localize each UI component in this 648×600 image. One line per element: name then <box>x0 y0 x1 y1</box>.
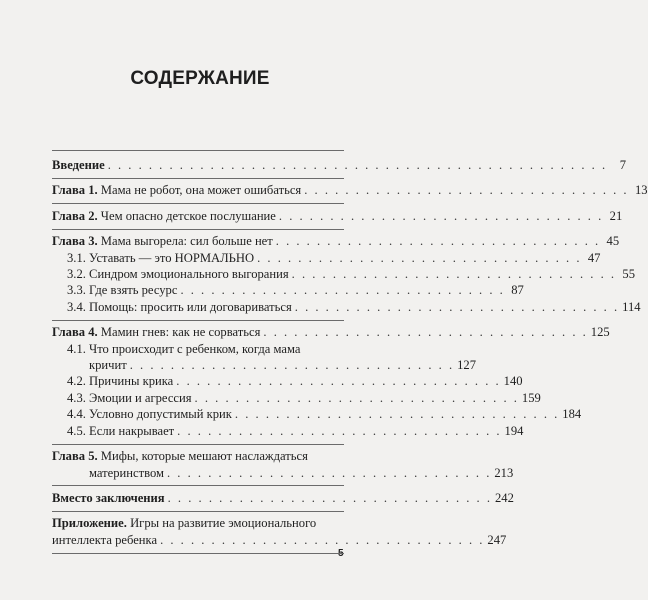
toc-3-4-label: 3.4. Помощь: просить или договариваться <box>67 299 292 314</box>
toc-4-5-label: 4.5. Если накрывает <box>67 423 175 438</box>
toc-4-4-page: 184 <box>562 407 582 422</box>
toc-conclusion-label: Вместо заключения <box>52 490 165 505</box>
toc-3-2-label: 3.2. Синдром эмоционального выгорания <box>67 267 289 282</box>
section-divider <box>52 444 344 445</box>
toc-entry-3-1: 3.1. Уставать — это НОРМАЛЬНО . . . . . . . . . . . . . . . . . . . . . . . . . . . . . . . . 47 <box>67 250 601 265</box>
toc-3-4-page: 114 <box>622 299 641 314</box>
toc-entry-3-4: 3.4. Помощь: просить или договариваться . . . . . . . . . . . . . . . . . . . . . . . . . . . . . . . . 114 <box>67 299 641 314</box>
toc-entry-3-2: 3.2. Синдром эмоционального выгорания . . . . . . . . . . . . . . . . . . . . . . . . . . . . . . . . 55 <box>67 267 636 282</box>
toc-entry-intro: Введение . . . . . . . . . . . . . . . . . . . . . . . . . . . . . . . . . . . . . . . . . . . . . . . . . 7 <box>52 158 627 172</box>
toc-ch5-page: 213 <box>494 465 514 480</box>
toc-entry-4-5: 4.5. Если накрывает . . . . . . . . . . . . . . . . . . . . . . . . . . . . . . . . 194 <box>67 423 524 438</box>
toc-ch3-title: Мама выгорела: сил больше нет <box>97 234 273 249</box>
toc-entry-appendix-cont: интеллекта ребенка . . . . . . . . . . . . . . . . . . . . . . . . . . . . . . . . 247 <box>52 532 507 547</box>
toc-entry-chapter-5 <box>52 448 344 464</box>
toc-3-3-label: 3.3. Где взять ресурс <box>67 283 178 298</box>
toc-entry-4-4: 4.4. Условно допустимый крик . . . . . . . . . . . . . . . . . . . . . . . . . . . . . . . . 184 <box>67 407 582 422</box>
toc-3-1-label: 3.1. Уставать — это НОРМАЛЬНО <box>67 250 255 265</box>
toc-ch4-page: 125 <box>590 325 610 340</box>
toc-ch3-page: 45 <box>606 234 620 249</box>
toc-entry-chapter-1: Глава 1. Мама не робот, она может ошибаться . . . . . . . . . . . . . . . . . . . . . . . . . . . . . . . . 13 <box>52 183 648 198</box>
toc-4-1-label-cont: кричит <box>89 358 127 373</box>
toc-entry-appendix <box>52 515 344 531</box>
toc-4-3-label: 4.3. Эмоции и агрессия <box>67 390 192 405</box>
toc-entry-chapter-3: Глава 3. Мама выгорела: сил больше нет . . . . . . . . . . . . . . . . . . . . . . . . . . . . . . . . 45 <box>52 234 620 249</box>
divider-top <box>52 150 344 151</box>
divider-bottom <box>52 553 344 554</box>
page-title: СОДЕРЖАНИЕ <box>130 68 270 89</box>
section-divider <box>52 203 344 204</box>
toc-ch2-title: Чем опасно детское послушание <box>97 208 276 223</box>
toc-ch5-title: Мифы, которые мешают наслаждаться <box>97 449 308 464</box>
section-divider <box>52 229 344 230</box>
toc-3-1-page: 47 <box>587 250 601 265</box>
section-divider <box>52 178 344 179</box>
toc-entry-chapter-4: Глава 4. Мамин гнев: как не сорваться . . . . . . . . . . . . . . . . . . . . . . . . . . . . . . . . 125 <box>52 325 610 340</box>
toc-3-3-page: 87 <box>511 283 524 298</box>
toc-appendix-prefix: Приложение. <box>52 516 127 531</box>
toc-4-2-page: 140 <box>503 374 523 389</box>
toc-appendix-page: 247 <box>487 532 507 547</box>
toc-conclusion-page: 242 <box>494 490 514 505</box>
page-number: 5 <box>338 548 344 559</box>
toc-4-1-label: 4.1. Что происходит с ребенком, когда мама <box>67 341 301 356</box>
table-of-contents <box>52 157 648 548</box>
toc-4-1-page: 127 <box>457 358 476 373</box>
toc-4-2-label: 4.2. Причины крика <box>67 374 174 389</box>
toc-ch4-number: Глава 4. <box>52 325 98 340</box>
toc-ch2-number: Глава 2. <box>52 208 98 223</box>
toc-ch1-number: Глава 1. <box>52 183 98 198</box>
toc-ch5-title-cont: материнством <box>89 465 164 480</box>
toc-entry-4-1 <box>52 341 344 357</box>
toc-ch1-page: 13 <box>634 183 648 198</box>
toc-intro-page: 7 <box>619 158 627 172</box>
toc-entry-3-3: 3.3. Где взять ресурс . . . . . . . . . . . . . . . . . . . . . . . . . . . . . . . . 87 <box>67 283 524 298</box>
section-divider <box>52 511 344 512</box>
toc-entry-4-2: 4.2. Причины крика . . . . . . . . . . . . . . . . . . . . . . . . . . . . . . . . 140 <box>67 374 523 389</box>
toc-ch5-number: Глава 5. <box>52 449 98 464</box>
toc-3-2-page: 55 <box>622 267 636 282</box>
toc-ch2-page: 21 <box>609 208 623 223</box>
section-divider <box>52 485 344 486</box>
toc-entry-4-1-cont: кричит . . . . . . . . . . . . . . . . . . . . . . . . . . . . . . . . 127 <box>89 358 476 373</box>
toc-4-4-label: 4.4. Условно допустимый крик <box>67 407 232 422</box>
toc-appendix-title: Игры на развитие эмоционального <box>126 516 317 531</box>
toc-entry-conclusion: Вместо заключения . . . . . . . . . . . . . . . . . . . . . . . . . . . . . . . . 242 <box>52 490 514 505</box>
toc-ch3-number: Глава 3. <box>52 234 98 249</box>
toc-entry-chapter-5-cont: материнством . . . . . . . . . . . . . . . . . . . . . . . . . . . . . . . . 213 <box>89 465 514 480</box>
toc-ch1-title: Мама не робот, она может ошибаться <box>97 183 302 198</box>
toc-4-5-page: 194 <box>504 423 524 438</box>
toc-intro-label: Введение <box>52 158 105 172</box>
toc-ch4-title: Мамин гнев: как не сорваться <box>97 325 261 340</box>
toc-entry-chapter-2: Глава 2. Чем опасно детское послушание . . . . . . . . . . . . . . . . . . . . . . . . . . . . . . . . 21 <box>52 208 623 223</box>
toc-appendix-title-cont: интеллекта ребенка <box>52 532 158 547</box>
section-divider <box>52 320 344 321</box>
toc-entry-4-3: 4.3. Эмоции и агрессия . . . . . . . . . . . . . . . . . . . . . . . . . . . . . . . . 159 <box>67 390 541 405</box>
toc-4-3-page: 159 <box>521 390 541 405</box>
